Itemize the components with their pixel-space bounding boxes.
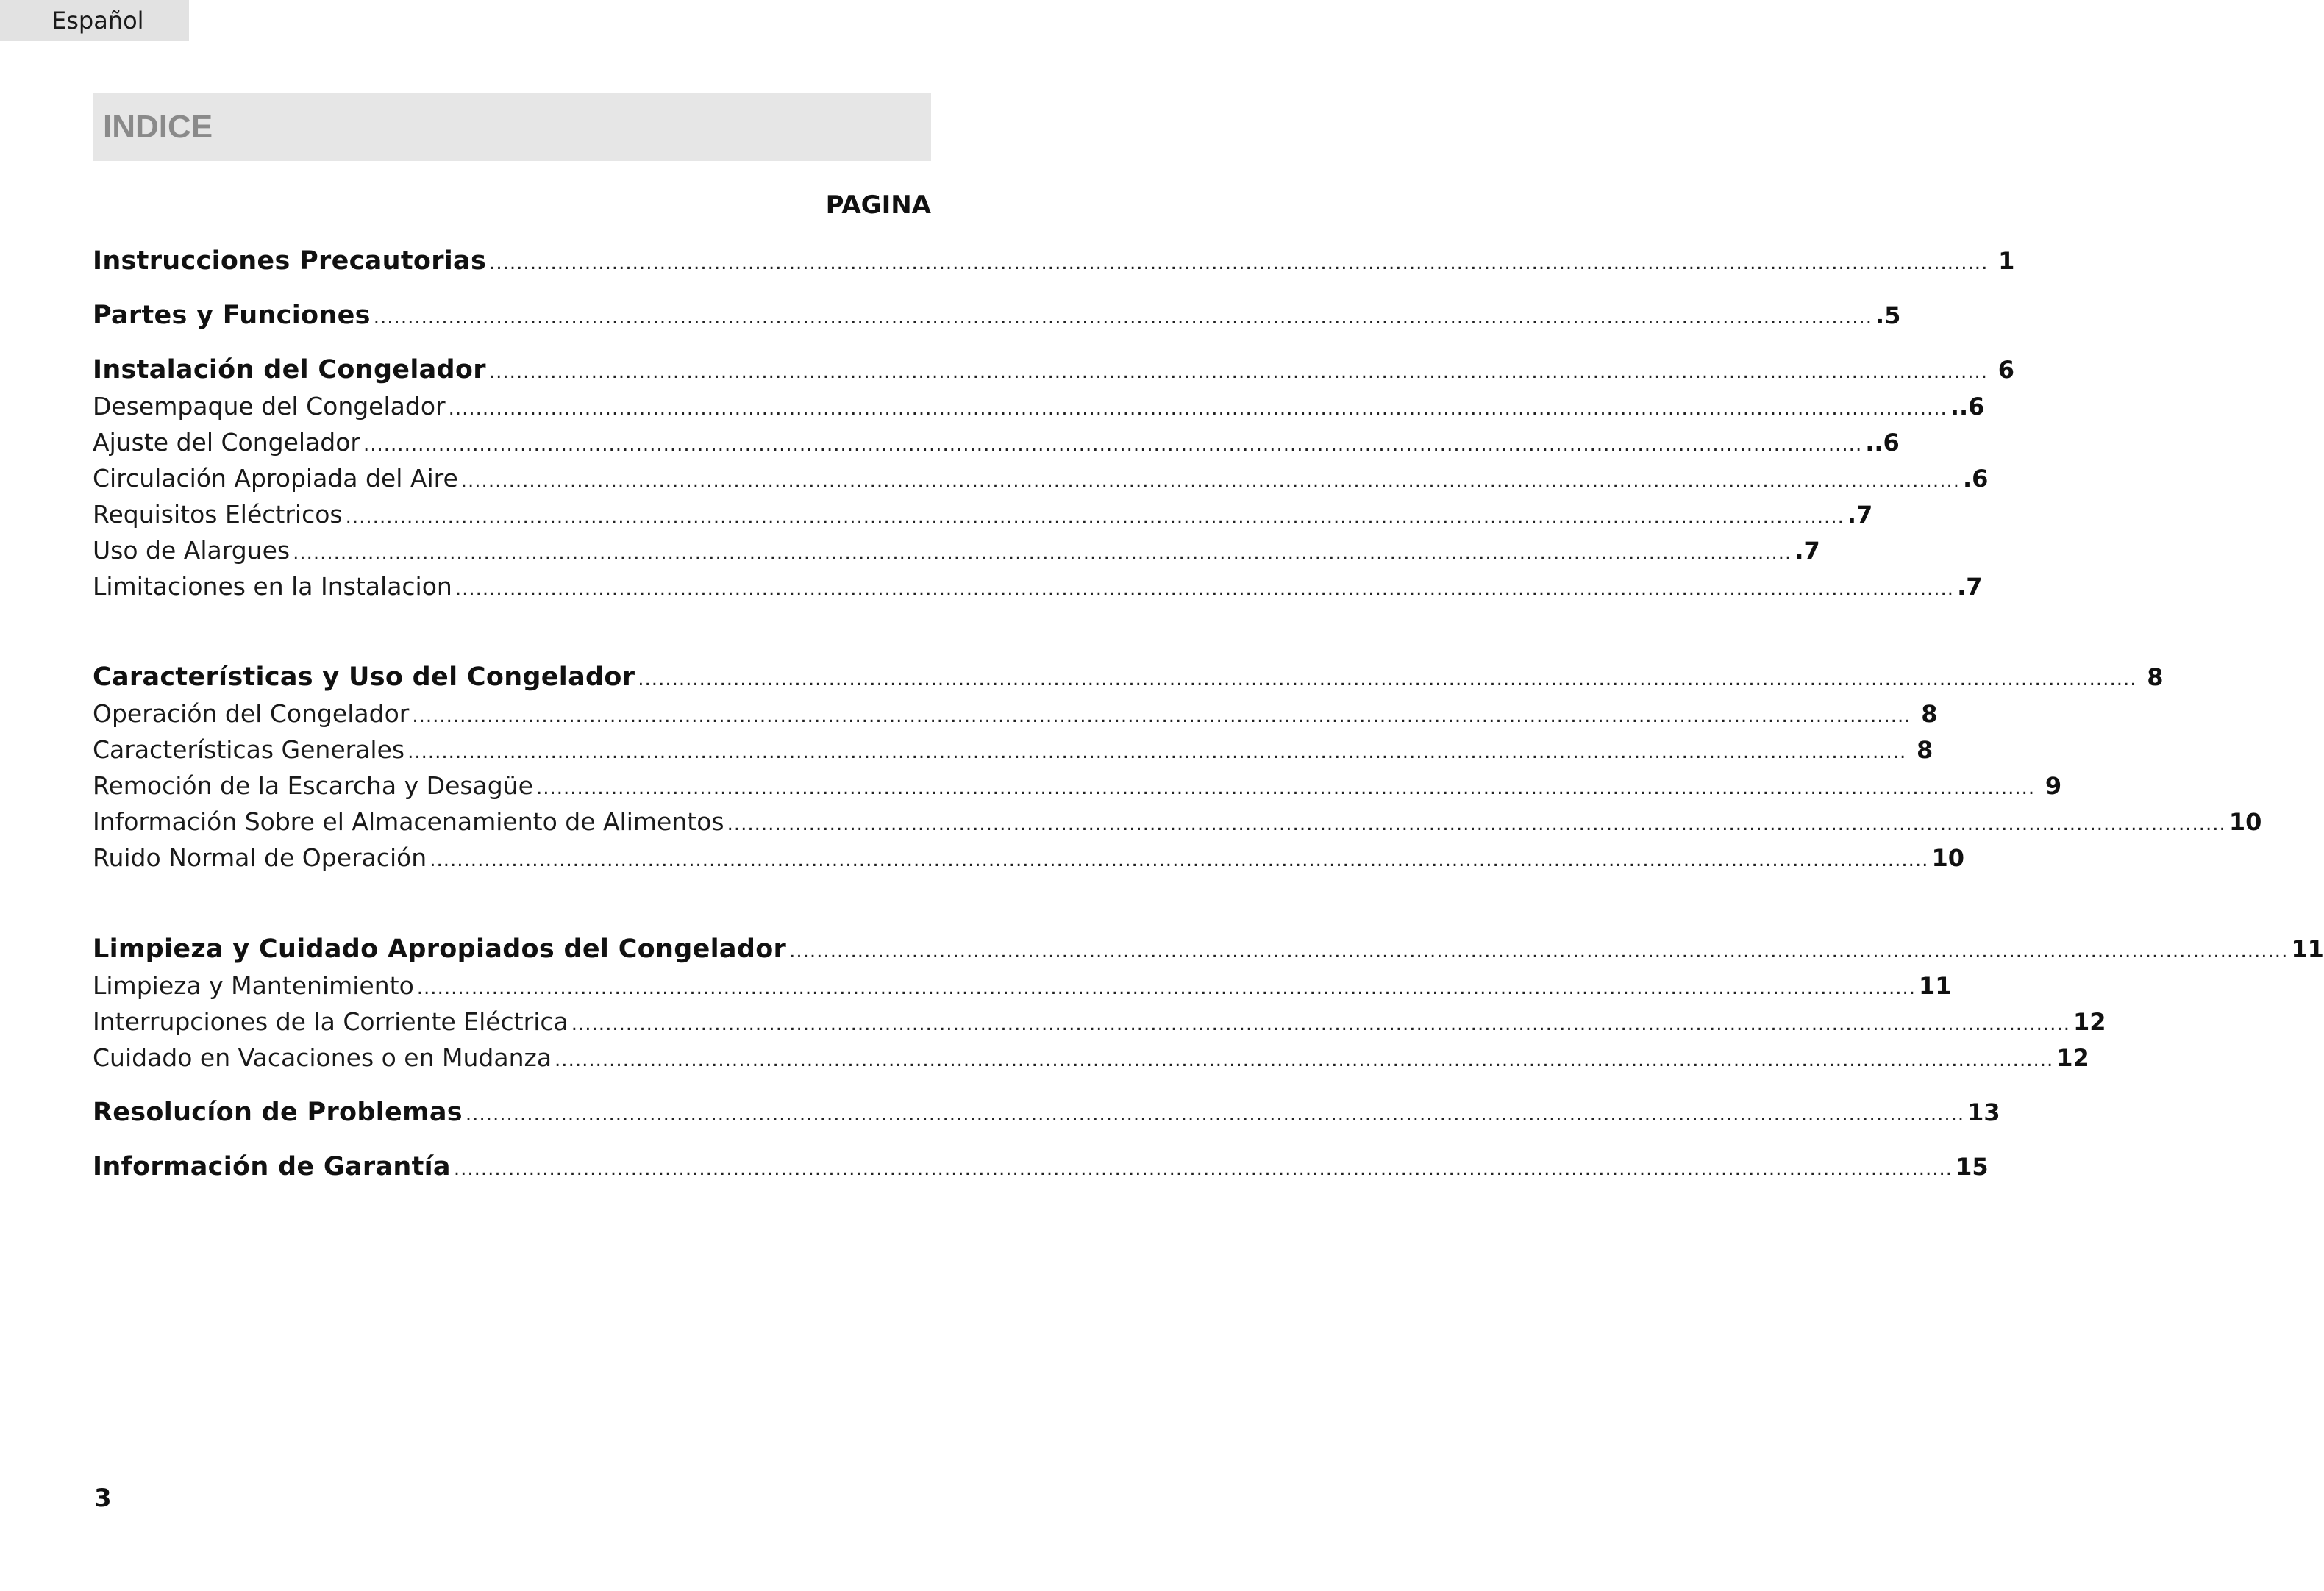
toc-leader-dots: ............................................................................................................................................................................................................................ xyxy=(429,849,1929,871)
toc-leader-dots: ............................................................................................................................................................................................................................ xyxy=(373,307,1872,329)
toc-leader-dots: ............................................................................................................................................................................................................................ xyxy=(555,1049,2054,1071)
toc-entry-page: .7 xyxy=(1794,537,1820,565)
toc-entry-title: Ajuste del Congelador xyxy=(93,428,360,457)
toc-leader-dots: ............................................................................................................................................................................................................................ xyxy=(453,1158,1953,1180)
toc-entry-page: .5 xyxy=(1875,301,1901,329)
toc-entry-page: .7 xyxy=(1847,501,1873,529)
toc-entry-title: Partes y Funciones xyxy=(93,301,371,330)
toc-subentry[interactable] xyxy=(93,804,2262,840)
toc-entry-title: Ruido Normal de Operación xyxy=(93,843,427,872)
toc-leader-dots: ............................................................................................................................................................................................................................ xyxy=(571,1013,2070,1035)
toc-leader-dots: ............................................................................................................................................................................................................................ xyxy=(455,578,1955,600)
toc-entry-title: Información Sobre el Almacenamiento de Alimentos xyxy=(93,807,724,836)
toc-entry-title: Resolucíon de Problemas xyxy=(93,1098,463,1127)
toc-leader-dots: ............................................................................................................................................................................................................................ xyxy=(293,542,1792,564)
toc-entry-title: Remoción de la Escarcha y Desagüe xyxy=(93,771,533,800)
toc-leader-dots: ............................................................................................................................................................................................................................ xyxy=(727,813,2226,835)
toc-subentry[interactable] xyxy=(93,568,1983,605)
toc-entry-title: Cuidado en Vacaciones o en Mudanza xyxy=(93,1043,552,1072)
page-number: 3 xyxy=(94,1484,112,1513)
toc-entry-page: 1 xyxy=(1998,247,2015,275)
toc-leader-dots: ............................................................................................................................................................................................................................ xyxy=(412,705,1911,727)
toc-entry-title: Instalación del Congelador xyxy=(93,355,486,385)
toc-leader-dots: ............................................................................................................................................................................................................................ xyxy=(407,741,1907,763)
toc-subentry[interactable] xyxy=(93,840,1964,876)
toc-subentry[interactable] xyxy=(93,696,1938,732)
toc-entry-page: 8 xyxy=(1921,700,1938,728)
page-column-label: PAGINA xyxy=(825,190,931,220)
toc-leader-dots: ............................................................................................................................................................................................................................ xyxy=(489,252,1989,274)
toc-entry-page: 8 xyxy=(2147,663,2164,691)
toc-entry-title: Características Generales xyxy=(93,735,405,764)
toc-entry-title: Desempaque del Congelador xyxy=(93,392,446,421)
toc-leader-dots: ............................................................................................................................................................................................................................ xyxy=(638,668,2137,690)
toc-subentry[interactable] xyxy=(93,460,1989,497)
toc-entry-page: ..6 xyxy=(1865,429,1900,457)
toc-subentry[interactable] xyxy=(93,968,1952,1004)
toc-subentry[interactable] xyxy=(93,532,1820,569)
toc-entry-page: 9 xyxy=(2045,772,2062,800)
toc-subentry[interactable] xyxy=(93,388,1985,425)
toc-entry[interactable] xyxy=(93,1094,2000,1131)
toc-entry-title: Limitaciones en la Instalacion xyxy=(93,572,452,601)
page-title: INDICE xyxy=(103,109,213,145)
toc-entry-page: ..6 xyxy=(1950,393,1985,421)
toc-entry[interactable] xyxy=(93,931,2324,968)
toc-leader-dots: ............................................................................................................................................................................................................................ xyxy=(460,470,1960,492)
toc-subentry[interactable] xyxy=(93,496,1873,533)
toc-entry-title: Limpieza y Mantenimiento xyxy=(93,971,414,1000)
toc-leader-dots: ............................................................................................................................................................................................................................ xyxy=(448,398,1947,420)
toc-entry-title: Interrupciones de la Corriente Eléctrica xyxy=(93,1007,568,1036)
toc-subentry[interactable] xyxy=(93,732,1933,768)
toc-entry-page: 12 xyxy=(2072,1008,2106,1036)
language-tab: Español xyxy=(0,0,189,41)
toc-entry-page: 11 xyxy=(2291,935,2324,963)
toc-entry[interactable] xyxy=(93,659,2164,696)
toc-leader-dots: ............................................................................................................................................................................................................................ xyxy=(345,506,1844,528)
toc-leader-dots: ............................................................................................................................................................................................................................ xyxy=(416,977,1917,999)
toc-entry-page: 12 xyxy=(2056,1044,2089,1072)
index-header xyxy=(93,93,931,161)
toc-leader-dots: ............................................................................................................................................................................................................................ xyxy=(789,940,2289,962)
toc-subentry[interactable] xyxy=(93,1040,2089,1076)
toc-entry-page: 15 xyxy=(1956,1153,1989,1181)
toc-subentry[interactable] xyxy=(93,1004,2106,1040)
toc-entry[interactable] xyxy=(93,1148,1989,1185)
toc-entry-title: Circulación Apropiada del Aire xyxy=(93,464,458,493)
toc-entry-title: Información de Garantía xyxy=(93,1152,451,1181)
toc-entry-title: Características y Uso del Congelador xyxy=(93,662,635,692)
toc-leader-dots: ............................................................................................................................................................................................................................ xyxy=(535,777,2036,799)
toc-entry-page: 8 xyxy=(1917,736,1933,764)
toc-entry-title: Instrucciones Precautorias xyxy=(93,246,487,276)
toc-entry-page: 6 xyxy=(1997,356,2015,384)
toc-entry-page: 13 xyxy=(1967,1098,2000,1126)
toc-leader-dots: ............................................................................................................................................................................................................................ xyxy=(488,361,1989,383)
toc-leader-dots: ............................................................................................................................................................................................................................ xyxy=(363,434,1863,456)
toc-entry-title: Limpieza y Cuidado Apropiados del Congelador xyxy=(93,934,787,964)
toc-entry[interactable] xyxy=(93,243,2015,279)
toc-entry-title: Uso de Alargues xyxy=(93,536,290,565)
toc-entry-page: .6 xyxy=(1963,465,1989,493)
toc-entry[interactable] xyxy=(93,297,1901,334)
toc-subentry[interactable] xyxy=(93,424,1900,461)
toc-entry-page: 11 xyxy=(1919,972,1952,1000)
toc-entry-title: Operación del Congelador xyxy=(93,699,410,728)
toc-subentry[interactable] xyxy=(93,768,2062,804)
toc-entry-page: 10 xyxy=(2228,808,2262,836)
toc-entry-page: 10 xyxy=(1931,844,1964,872)
toc-entry-page: .7 xyxy=(1957,573,1983,601)
toc-entry-title: Requisitos Eléctricos xyxy=(93,500,343,529)
toc-leader-dots: ............................................................................................................................................................................................................................ xyxy=(465,1104,1965,1126)
toc-entry[interactable] xyxy=(93,351,2015,388)
